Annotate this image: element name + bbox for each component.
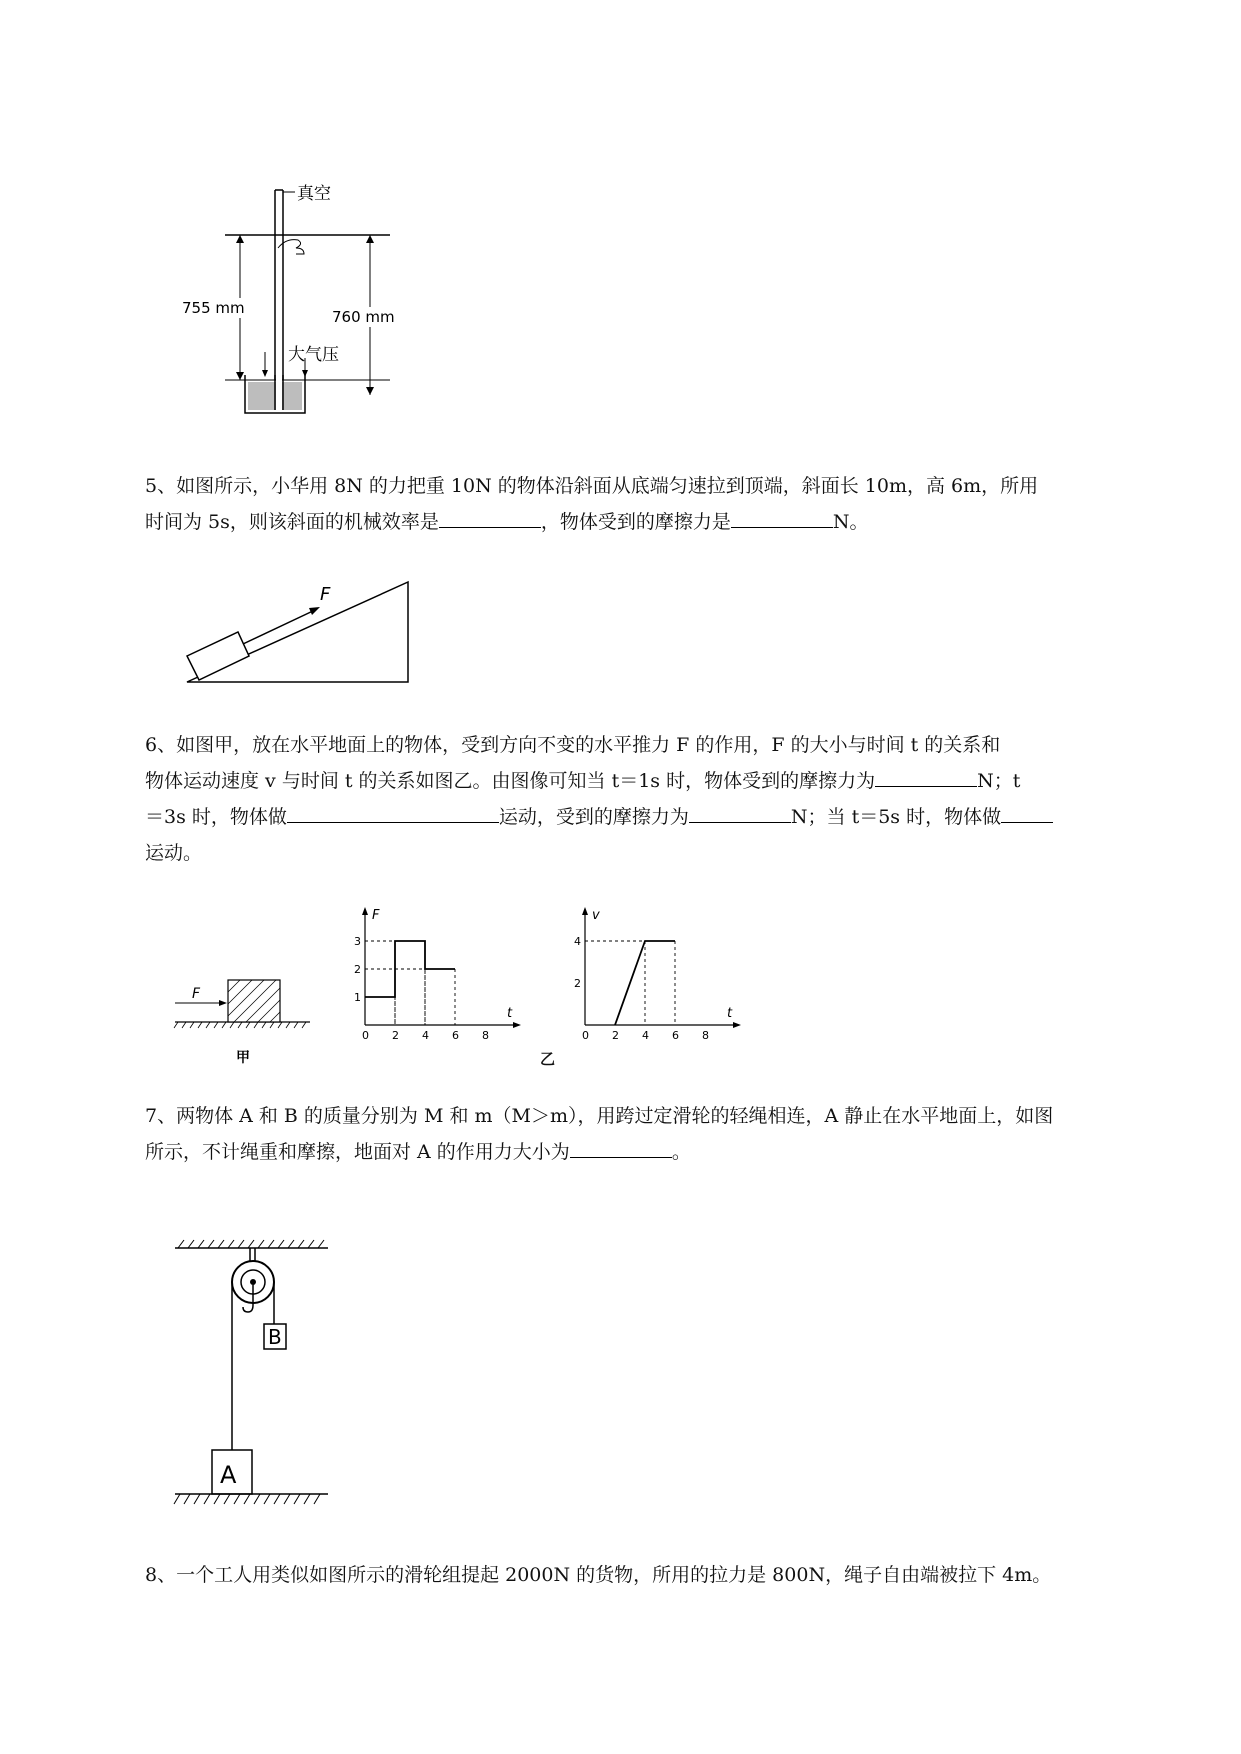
barometer-figure <box>180 180 440 440</box>
q8-line-1: 8、一个工人用类似如图所示的滑轮组提起 2000N 的货物，所用的拉力是 800N，绳子自由端被拉下 4m。 <box>145 1564 1052 1586</box>
x-tick-label: 6 <box>452 1029 459 1042</box>
x-tick-label: 0 <box>582 1029 589 1042</box>
x-tick-label: 4 <box>422 1029 429 1042</box>
x-tick-label: 8 <box>702 1029 709 1042</box>
q6-line-4: 运动。 <box>145 842 203 864</box>
x-tick-label: 4 <box>642 1029 649 1042</box>
x-tick-label: 8 <box>482 1029 489 1042</box>
f-axis-label: F <box>372 908 380 923</box>
q6-line-3: ＝3s 时，物体做 运动，受到的摩擦力为 N；当 t＝5s 时，物体做 <box>145 799 1155 835</box>
x-tick-label: 2 <box>392 1029 399 1042</box>
velocity-time-graph <box>565 905 745 1045</box>
y-tick-label: 3 <box>354 935 361 948</box>
question-5 <box>145 468 1155 540</box>
y-tick-label: 2 <box>354 963 361 976</box>
q6-line-1: 6、如图甲，放在水平地面上的物体，受到方向不变的水平推力 F 的作用，F 的大小与时间 t 的关系和 <box>145 734 1001 756</box>
y-tick-label: 4 <box>574 935 581 948</box>
answer-blank[interactable] <box>287 802 499 823</box>
q5-line-2: 时间为 5s，则该斜面的机械效率是 ，物体受到的摩擦力是 N。 <box>145 504 1155 540</box>
label-760: 760 mm <box>332 308 395 326</box>
pulley-figure <box>170 1228 340 1518</box>
y-tick-label: 2 <box>574 977 581 990</box>
x-tick-label: 0 <box>362 1029 369 1042</box>
answer-blank[interactable] <box>731 507 833 528</box>
answer-blank[interactable] <box>1001 802 1053 823</box>
force-time-graph <box>345 905 525 1045</box>
x-tick-label: 2 <box>612 1029 619 1042</box>
answer-blank[interactable] <box>875 766 977 787</box>
answer-blank[interactable] <box>570 1137 672 1158</box>
t-axis-label: t <box>507 1006 513 1021</box>
block-a-label: A <box>220 1461 237 1489</box>
q5-line-1: 5、如图所示，小华用 8N 的力把重 10N 的物体沿斜面从底端匀速拉到顶端，斜面长 10m，高 6m，所用 <box>145 475 1039 497</box>
atm-label: 大气压 <box>288 345 339 365</box>
t-axis-label: t <box>727 1006 733 1021</box>
label-755: 755 mm <box>182 299 245 317</box>
y-tick-label: 1 <box>354 991 361 1004</box>
question-8 <box>145 1557 1155 1593</box>
push-force-label: F <box>192 986 201 1002</box>
x-tick-label: 6 <box>672 1029 679 1042</box>
fig-jia-label: 甲 <box>236 1050 250 1066</box>
q7-line-1: 7、两物体 A 和 B 的质量分别为 M 和 m（M＞m），用跨过定滑轮的轻绳相连，A 静止在水平地面上，如图 <box>145 1105 1054 1127</box>
force-label: F <box>320 584 331 605</box>
answer-blank[interactable] <box>689 802 791 823</box>
block-push-figure <box>170 960 330 1070</box>
v-axis-label: v <box>592 908 600 923</box>
fig-yi-caption: 乙 <box>540 1050 556 1068</box>
block-b-label: B <box>268 1325 282 1349</box>
answer-blank[interactable] <box>439 507 541 528</box>
incline-figure <box>175 570 425 690</box>
question-6 <box>145 727 1155 871</box>
vacuum-label: 真空 <box>297 184 331 204</box>
q7-line-2: 所示，不计绳重和摩擦，地面对 A 的作用力大小为 。 <box>145 1134 1155 1170</box>
question-7 <box>145 1098 1155 1170</box>
q6-line-2: 物体运动速度 v 与时间 t 的关系如图乙。由图像可知当 t＝1s 时，物体受到的摩擦力为 N；t <box>145 763 1155 799</box>
